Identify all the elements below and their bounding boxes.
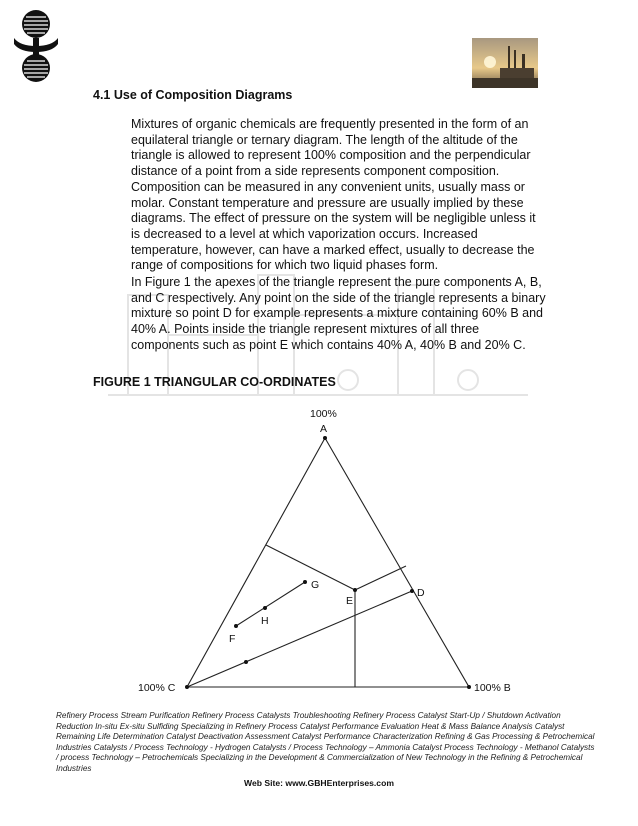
point-d <box>410 589 414 593</box>
point-cd-marker <box>244 660 248 664</box>
point-g-label: G <box>311 579 320 591</box>
paragraph-figure-explanation: In Figure 1 the apexes of the triangle represent the pure components A, B, and C respectively. Any point on the side of the triangle represents a binary mixture so point D for example represents a mixture containing 60% B and 40% A. Points inside the triangle represent mixtures of all three components such as point E which contains 40% A, 40% B and 20% C. <box>131 275 546 352</box>
point-g <box>303 580 307 584</box>
line-f-to-g <box>236 582 305 626</box>
point-e-label: E <box>346 595 354 607</box>
figure-title: FIGURE 1 TRIANGULAR CO-ORDINATES <box>93 375 336 389</box>
apex-a-percent-label: 100% <box>310 408 337 420</box>
point-apex-a <box>323 436 327 440</box>
point-apex-c <box>185 685 189 689</box>
line-e-to-ab <box>355 566 406 590</box>
point-d-label: D <box>417 587 425 599</box>
line-c-to-d <box>187 591 412 687</box>
section-heading: 4.1 Use of Composition Diagrams <box>93 88 293 102</box>
point-h <box>263 606 267 610</box>
point-apex-b <box>467 685 471 689</box>
company-logo <box>12 8 60 84</box>
footer-services-text: Refinery Process Stream Purification Refinery Process Catalysts Troubleshooting Refinery Process Catalyst Start-Up / Shutdown Activation Reduction In-situ Ex-situ Sulfiding Specializing in Refinery Process Catalyst Performance Evaluation Heat & Mass Balance Analysis Catalyst Remaining Life Determination Catalyst Deactivation Assessment Catalyst Performance Characterization Refining & Gas Processing & Petrochemical Industries Catalysts / Process Technology - Hydrogen Catalysts / Process Technology – Ammonia Catalyst Process Technology - Methanol Catalysts / process Technology – Petrochemicals Specializing in the Development & Commercialization of New Technology in the Refining & Petrochemical Industries <box>56 711 595 773</box>
ternary-diagram <box>130 400 530 700</box>
point-h-label: H <box>261 615 269 627</box>
point-e <box>353 588 357 592</box>
point-f <box>234 624 238 628</box>
footer-website: Web Site: www.GBHEnterprises.com <box>244 778 394 788</box>
point-f-label: F <box>229 633 236 645</box>
paragraph-composition-diagrams: Mixtures of organic chemicals are frequently presented in the form of an equilateral triangle or ternary diagram. The length of the altitude of the triangle is allowed to represent 100% composition and the perpendicular distance of a point from a side represents component composition. Composition can be measured in any convenient units, usually mass or molar. Constant temperature and pressure are usually implied by these diagrams. The effect of pressure on the system will be negligible unless it is decreased to a level at which vaporization occurs. Increased temperature, however, can have a marked effect, usually to decrease the range of compositions for which two liquid phases form. <box>131 117 536 273</box>
triangle-outline <box>187 438 469 687</box>
apex-c-label: 100% C <box>138 682 176 694</box>
apex-a-label: A <box>320 423 328 435</box>
apex-b-label: 100% B <box>474 682 511 694</box>
refinery-photo <box>472 38 538 88</box>
